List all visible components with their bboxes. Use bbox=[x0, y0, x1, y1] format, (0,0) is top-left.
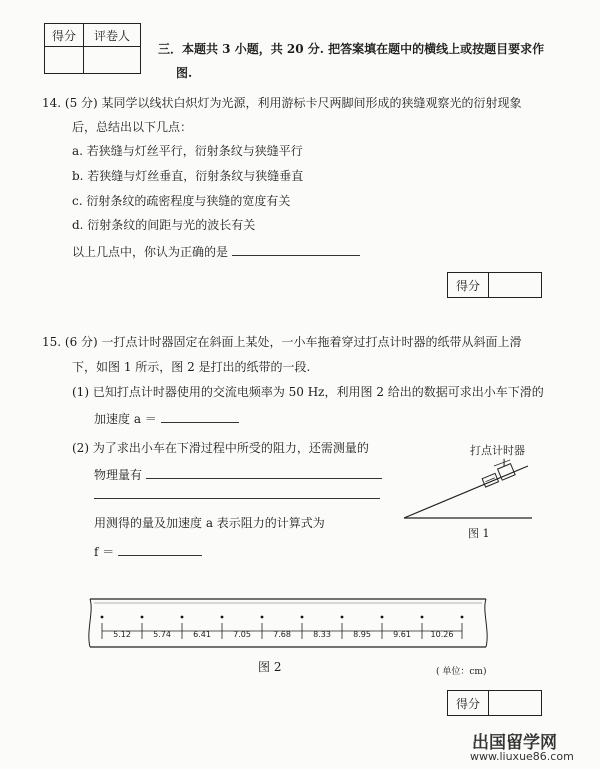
q15-part1-line1: (1) 已知打点计时器使用的交流电频率为 50 Hz，利用图 2 给出的数据可求出小车下滑的 bbox=[72, 385, 544, 399]
tape-dot bbox=[101, 616, 104, 619]
q15-formula-label: f ＝ bbox=[94, 545, 115, 559]
q15-part2-line1: (2) 为了求出小车在下滑过程中所受的阻力，还需测量的 bbox=[72, 441, 369, 455]
tape-segment-label: 8.95 bbox=[353, 630, 371, 639]
tape-dot bbox=[221, 616, 224, 619]
fig2-unit: ( 单位：cm) bbox=[436, 667, 487, 677]
q15-part2-line4 bbox=[94, 543, 202, 560]
q15-part2-line2 bbox=[94, 466, 382, 483]
fig2-caption: 图 2 bbox=[258, 660, 282, 674]
tape-segment-label: 8.33 bbox=[313, 630, 331, 639]
tape-segment-label: 10.26 bbox=[430, 630, 454, 639]
q14-stem-line1: 14. (5 分) 某同学以线状白炽灯为光源，利用游标卡尺两脚间形成的狭缝观察光的衍射现象 bbox=[42, 96, 522, 110]
fig2-tape bbox=[88, 596, 488, 652]
fig1-caption: 图 1 bbox=[468, 527, 490, 540]
q15-formula-blank[interactable] bbox=[118, 543, 202, 556]
q15-part1-line2 bbox=[94, 410, 239, 427]
q15-stem-line2: 下，如图 1 所示，图 2 是打出的纸带的一段. bbox=[72, 360, 311, 374]
grader-header: 评卷人 bbox=[84, 24, 141, 47]
tape-segment-label: 5.12 bbox=[113, 630, 131, 639]
fig1-incline bbox=[400, 458, 540, 522]
q14-score-label: 得分 bbox=[448, 273, 489, 298]
tape-dot bbox=[381, 616, 384, 619]
q15-part2-blank-2[interactable] bbox=[94, 498, 380, 499]
q15-score-box bbox=[447, 690, 542, 716]
q15-part2-line3: 用测得的量及加速度 a 表示阻力的计算式为 bbox=[94, 516, 325, 530]
tape-segment-label: 9.61 bbox=[393, 630, 411, 639]
q15-part2-prompt: 物理量有 bbox=[94, 468, 143, 482]
watermark-cn: 出国留学网 bbox=[472, 733, 557, 753]
q15-part1-prompt: 加速度 a ＝ bbox=[94, 412, 157, 426]
q14-score-cell[interactable] bbox=[489, 273, 542, 298]
section3-line1: 三．本题共 3 小题，共 20 分. 把答案填在题中的横线上或按题目要求作 bbox=[158, 42, 545, 56]
q14-score-box bbox=[447, 272, 542, 298]
q14-option-a: a. 若狭缝与灯丝平行，衍射条纹与狭缝平行 bbox=[72, 144, 303, 158]
tape-segment-label: 7.68 bbox=[273, 630, 291, 639]
tape-dot bbox=[261, 616, 264, 619]
q14-answer-blank[interactable] bbox=[232, 243, 360, 256]
score-header: 得分 bbox=[45, 24, 84, 47]
q14-answer-prompt: 以上几点中，你认为正确的是 bbox=[72, 245, 229, 259]
tape-segment-label: 5.74 bbox=[153, 630, 171, 639]
watermark-url: www.liuxue86.com bbox=[470, 750, 574, 763]
q15-part1-blank[interactable] bbox=[161, 410, 239, 423]
tape-dot bbox=[421, 616, 424, 619]
fig1-device-label: 打点计时器 bbox=[470, 444, 525, 457]
q14-answer-line bbox=[72, 243, 360, 260]
tape-segment-label: 6.41 bbox=[193, 630, 211, 639]
tape-dot bbox=[341, 616, 344, 619]
q15-score-label: 得分 bbox=[448, 691, 489, 716]
q14-option-b: b. 若狭缝与灯丝垂直，衍射条纹与狭缝垂直 bbox=[72, 169, 304, 183]
score-cell bbox=[45, 47, 84, 74]
q14-stem-line2: 后，总结出以下几点： bbox=[72, 120, 193, 134]
grading-table bbox=[44, 23, 141, 74]
q15-score-cell[interactable] bbox=[489, 691, 542, 716]
tape-dot bbox=[461, 616, 464, 619]
q14-option-c: c. 衍射条纹的疏密程度与狭缝的宽度有关 bbox=[72, 194, 291, 208]
tape-dot bbox=[141, 616, 144, 619]
q15-part2-blank[interactable] bbox=[146, 466, 382, 479]
tape-dot bbox=[181, 616, 184, 619]
grader-cell bbox=[84, 47, 141, 74]
tape-dot bbox=[301, 616, 304, 619]
section3-line2: 图. bbox=[176, 66, 193, 80]
q15-stem-line1: 15. (6 分) 一打点计时器固定在斜面上某处，一小车拖着穿过打点计时器的纸带从斜面上滑 bbox=[42, 335, 522, 349]
tape-segment-label: 7.05 bbox=[233, 630, 251, 639]
q14-option-d: d. 衍射条纹的间距与光的波长有关 bbox=[72, 218, 256, 232]
